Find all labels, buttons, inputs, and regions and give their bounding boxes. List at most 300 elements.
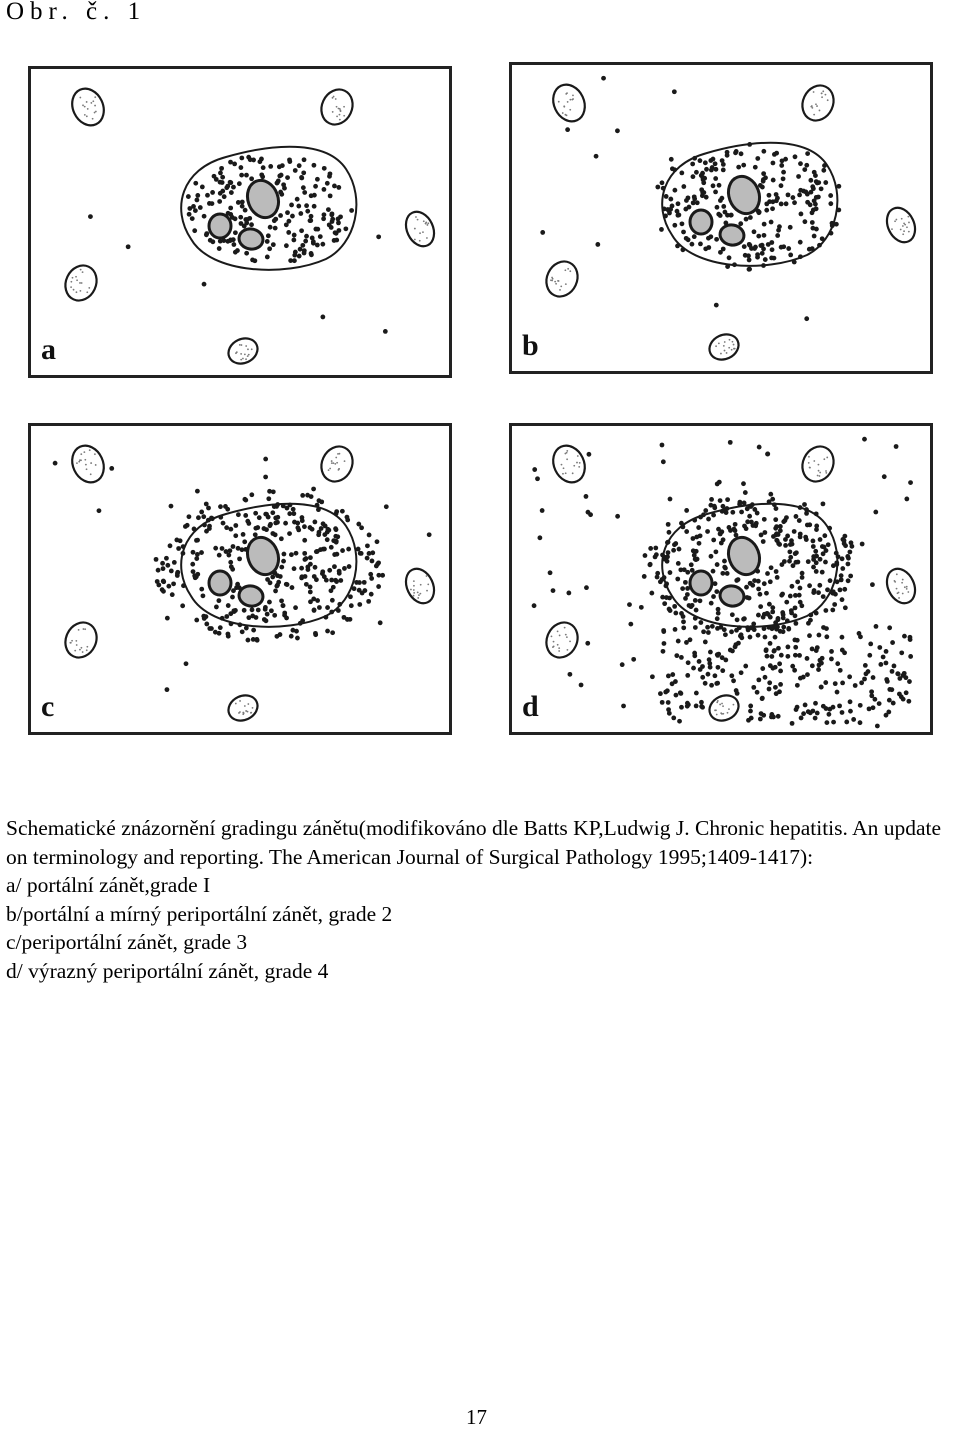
inflammatory-cell [698,667,703,672]
inflammatory-cell [286,230,291,235]
inflammatory-cell [670,681,675,686]
inflammatory-cell [814,227,819,232]
inflammatory-cell [213,546,218,551]
inflammatory-cell [723,221,728,226]
hepatocyte-stipple [813,91,815,93]
inflammatory-cell [839,573,844,578]
inflammatory-cell [679,691,684,696]
hepatocyte-stipple [813,460,815,462]
inflammatory-cell [290,585,295,590]
inflammatory-cell [739,151,744,156]
inflammatory-cell [733,150,738,155]
inflammatory-cell [710,624,715,629]
hepatocyte-stipple [84,628,86,630]
inflammatory-cell [284,243,289,248]
inflammatory-cell [365,543,370,548]
hepatocyte-stipple [557,630,559,632]
inflammatory-cell [310,527,315,532]
inflammatory-cell [267,600,272,605]
inflammatory-cell [808,613,813,618]
inflammatory-cell [699,704,704,709]
inflammatory-cell [312,204,317,209]
inflammatory-cell [357,588,362,593]
inflammatory-cell [743,490,748,495]
inflammatory-cell [728,440,733,445]
hepatocyte-stipple [70,642,72,644]
hepatocyte [541,617,583,662]
inflammatory-cell [299,576,304,581]
inflammatory-cell [811,539,816,544]
inflammatory-cell [335,552,340,557]
inflammatory-cell [692,156,697,161]
inflammatory-cell [747,267,752,272]
inflammatory-cell [231,544,236,549]
inflammatory-cell [707,657,712,662]
inflammatory-cell [867,653,872,658]
inflammatory-cell [768,641,773,646]
inflammatory-cell [299,566,304,571]
inflammatory-cell [349,208,354,213]
hepatocyte-stipple [240,359,242,361]
inflammatory-cell [537,535,542,540]
inflammatory-cell [169,504,174,509]
inflammatory-cell [831,720,836,725]
inflammatory-cell [711,183,716,188]
inflammatory-cell [244,626,249,631]
hepatocyte-stipple [573,465,575,467]
inflammatory-cell [813,701,818,706]
inflammatory-cell [807,583,812,588]
inflammatory-cell [333,578,338,583]
hepatocyte-stipple [808,462,810,464]
hepatocyte-stipple [244,353,246,355]
hepatocyte-stipple [86,291,88,293]
inflammatory-cell [280,163,285,168]
inflammatory-cell [673,627,678,632]
inflammatory-cell [264,618,269,623]
hepatocyte-stipple [564,453,566,455]
inflammatory-cell [220,189,225,194]
inflammatory-cell [210,201,215,206]
inflammatory-cell [250,614,255,619]
hepatocyte-stipple [557,280,559,282]
hepatocyte-stipple [825,472,827,474]
inflammatory-cell [750,583,755,588]
inflammatory-cell [721,504,726,509]
inflammatory-cell [300,618,305,623]
inflammatory-cell [207,524,212,529]
inflammatory-cell [764,648,769,653]
hepatocyte-stipple [333,462,335,464]
inflammatory-cell [689,562,694,567]
inflammatory-cell [313,184,318,189]
inflammatory-cell [272,613,277,618]
inflammatory-cell [313,631,318,636]
inflammatory-cell [329,610,334,615]
inflammatory-cell [210,239,215,244]
inflammatory-cell [711,538,716,543]
inflammatory-cell [829,649,834,654]
inflammatory-cell [697,659,702,664]
inflammatory-cell [281,603,286,608]
inflammatory-cell [815,711,820,716]
panel-c-label: c [41,690,55,723]
inflammatory-cell [696,525,701,530]
hepatocyte-stipple [733,704,735,706]
inflammatory-cell [579,683,584,688]
hepatocyte-stipple [566,458,568,460]
inflammatory-cell [376,560,381,565]
inflammatory-cell [811,590,816,595]
hepatocyte-stipple [86,115,88,117]
inflammatory-cell [779,183,784,188]
caption-item-a: a/ portální zánět,grade I [6,873,211,898]
inflammatory-cell [226,634,231,639]
inflammatory-cell [660,180,665,185]
hepatocyte-stipple [553,641,555,643]
hepatocyte-stipple [825,470,827,472]
inflammatory-cell [804,163,809,168]
inflammatory-cell [217,553,222,558]
hepatocyte-stipple [811,107,813,109]
inflammatory-cell [867,706,872,711]
inflammatory-cell [831,589,836,594]
inflammatory-cell [679,655,684,660]
inflammatory-cell [156,568,161,573]
inflammatory-cell [902,671,907,676]
inflammatory-cell [269,608,274,613]
hepatocyte-stipple [425,223,427,225]
inflammatory-cell [793,645,798,650]
hepatocyte-stipple [558,647,560,649]
hepatocyte-stipple [555,283,557,285]
inflammatory-cell [776,714,781,719]
inflammatory-cell [840,597,845,602]
inflammatory-cell [723,566,728,571]
hepatocyte-stipple [343,106,345,108]
inflammatory-cell [218,171,223,176]
inflammatory-cell [202,214,207,219]
inflammatory-cell [88,214,93,219]
inflammatory-cell [827,526,832,531]
hepatocyte-stipple [70,281,72,283]
inflammatory-cell [811,207,816,212]
inflammatory-cell [653,554,658,559]
inflammatory-cell [184,661,189,666]
inflammatory-cell [298,211,303,216]
panel-a-label: a [41,333,56,366]
hepatocyte-stipple [551,280,553,282]
hepatocyte [316,441,358,486]
inflammatory-cell [169,569,174,574]
panel-d-marked-periportal-inflammation [509,423,933,735]
inflammatory-cell [771,178,776,183]
inflammatory-cell [747,142,752,147]
inflammatory-cell [376,234,381,239]
inflammatory-cell [302,248,307,253]
inflammatory-cell [334,509,339,514]
inflammatory-cell [874,624,879,629]
inflammatory-cell [365,556,370,561]
inflammatory-cell [276,580,281,585]
inflammatory-cell [691,666,696,671]
hepatocyte-stipple [572,94,574,96]
inflammatory-cell [846,578,851,583]
inflammatory-cell [813,202,818,207]
inflammatory-cell [690,162,695,167]
inflammatory-cell [337,228,342,233]
inflammatory-cell [781,616,786,621]
inflammatory-cell [720,668,725,673]
hepatocyte-stipple [825,94,827,96]
inflammatory-cell [204,232,209,237]
inflammatory-cell [862,437,867,442]
inflammatory-cell [721,204,726,209]
inflammatory-cell [761,263,766,268]
inflammatory-cell [231,185,236,190]
hepatocyte-stipple [247,711,249,713]
inflammatory-cell [276,179,281,184]
hepatocyte-stipple [562,473,564,475]
panel-b-mild-periportal-inflammation [509,62,933,374]
inflammatory-cell [242,608,247,613]
hepatocyte-stipple [823,458,825,460]
hepatocyte-stipple [335,98,337,100]
inflammatory-cell [860,542,865,547]
hepatocyte-stipple [902,579,904,581]
inflammatory-cell [340,548,345,553]
inflammatory-cell [899,650,904,655]
inflammatory-cell [303,239,308,244]
caption-item-d: d/ výrazný periportální zánět, grade 4 [6,958,329,983]
inflammatory-cell [532,603,537,608]
hepatocyte-stipple [566,450,568,452]
inflammatory-cell [834,551,839,556]
inflammatory-cell [209,626,214,631]
inflammatory-cell [743,664,748,669]
inflammatory-cell [791,563,796,568]
inflammatory-cell [770,609,775,614]
inflammatory-cell [686,237,691,242]
inflammatory-cell [683,207,688,212]
inflammatory-cell [730,612,735,617]
inflammatory-cell [821,168,826,173]
panel-b-label: b [522,329,539,362]
inflammatory-cell [715,653,720,658]
inflammatory-cell [810,220,815,225]
inflammatory-cell [668,570,673,575]
inflammatory-cell [798,505,803,510]
hepatocyte [882,564,921,608]
inflammatory-cell [109,466,114,471]
inflammatory-cell [678,567,683,572]
inflammatory-cell [273,589,278,594]
inflammatory-cell [859,680,864,685]
hepatocyte-stipple [90,473,92,475]
inflammatory-cell [844,720,849,725]
inflammatory-cell [873,510,878,515]
hepatocyte-stipple [94,96,96,98]
hepatocyte-stipple [427,583,429,585]
inflammatory-cell [253,511,258,516]
inflammatory-cell [329,212,334,217]
inflammatory-cell [299,175,304,180]
inflammatory-cell [340,509,345,514]
inflammatory-cell [724,510,729,515]
inflammatory-cell [823,180,828,185]
panel-a-drawing [31,69,449,375]
inflammatory-cell [594,154,599,159]
inflammatory-cell [694,535,699,540]
inflammatory-cell [165,616,170,621]
inflammatory-cell [249,492,254,497]
hepatocyte-stipple [822,90,824,92]
inflammatory-cell [823,560,828,565]
inflammatory-cell [774,192,779,197]
inflammatory-cell [748,709,753,714]
inflammatory-cell [238,215,243,220]
inflammatory-cell [296,527,301,532]
inflammatory-cell [166,584,171,589]
inflammatory-cell [758,717,763,722]
inflammatory-cell [765,654,770,659]
inflammatory-cell [329,225,334,230]
hepatocyte-stipple [417,597,419,599]
portal-vessel [718,584,745,608]
inflammatory-cell [793,621,798,626]
inflammatory-cell [792,638,797,643]
inflammatory-cell [263,475,268,480]
hepatocyte-stipple [339,109,341,111]
inflammatory-cell [715,616,720,621]
inflammatory-cell [748,504,753,509]
inflammatory-cell [835,690,840,695]
inflammatory-cell [691,548,696,553]
inflammatory-cell [833,681,838,686]
inflammatory-cell [318,234,323,239]
inflammatory-cell [892,664,897,669]
inflammatory-cell [714,303,719,308]
inflammatory-cell [369,592,374,597]
inflammatory-cell [741,163,746,168]
inflammatory-cell [767,680,772,685]
hepatocyte-stipple [76,279,78,281]
inflammatory-cell [810,647,815,652]
inflammatory-cell [767,602,772,607]
inflammatory-cell [701,512,706,517]
inflammatory-cell [754,521,759,526]
hepatocyte-stipple [415,216,417,218]
inflammatory-cell [278,632,283,637]
inflammatory-cell [785,618,790,623]
hepatocyte-stipple [721,703,723,705]
inflammatory-cell [837,703,842,708]
inflammatory-cell [352,586,357,591]
inflammatory-cell [683,580,688,585]
inflammatory-cell [761,539,766,544]
inflammatory-cell [679,171,684,176]
inflammatory-cell [338,214,343,219]
hepatocyte-stipple [90,462,92,464]
hepatocyte-stipple [238,712,240,714]
hepatocyte-stipple [413,585,415,587]
hepatocyte-stipple [73,289,75,291]
inflammatory-cell [847,550,852,555]
inflammatory-cell [665,688,670,693]
inflammatory-cell [805,672,810,677]
inflammatory-cell [711,157,716,162]
inflammatory-cell [733,644,738,649]
inflammatory-cell [887,625,892,630]
inflammatory-cell [804,316,809,321]
inflammatory-cell [672,188,677,193]
inflammatory-cell [790,584,795,589]
inflammatory-cell [716,665,721,670]
inflammatory-cell [330,217,335,222]
hepatocyte-stipple [335,457,337,459]
inflammatory-cell [199,587,204,592]
hepatocyte [797,80,839,125]
inflammatory-cell [804,507,809,512]
inflammatory-cell [789,608,794,613]
panel-d-drawing [512,426,930,732]
inflammatory-cell [798,254,803,259]
hepatocyte-stipple [733,344,735,346]
hepatocyte-stipple [423,220,425,222]
inflammatory-cell [195,489,200,494]
inflammatory-cell [779,653,784,658]
inflammatory-cell [190,216,195,221]
inflammatory-cell [806,621,811,626]
inflammatory-cell [875,724,880,729]
inflammatory-cell [703,640,708,645]
inflammatory-cell [747,596,752,601]
inflammatory-cell [221,521,226,526]
inflammatory-cell [342,566,347,571]
inflammatory-cell [584,585,589,590]
hepatocyte-stipple [724,341,726,343]
inflammatory-cell [766,242,771,247]
inflammatory-cell [770,497,775,502]
inflammatory-cell [731,678,736,683]
hepatocyte-stipple [818,464,820,466]
inflammatory-cell [681,184,686,189]
hepatocyte-stipple [827,99,829,101]
inflammatory-cell [690,568,695,573]
inflammatory-cell [194,618,199,623]
inflammatory-cell [648,562,653,567]
inflammatory-cell [259,172,264,177]
inflammatory-cell [823,608,828,613]
inflammatory-cell [175,571,180,576]
inflammatory-cell [762,233,767,238]
inflammatory-cell [823,680,828,685]
inflammatory-cell [698,241,703,246]
inflammatory-cell [729,673,734,678]
inflammatory-cell [289,203,294,208]
inflammatory-cell [759,711,764,716]
inflammatory-cell [348,617,353,622]
hepatocyte-stipple [565,634,567,636]
inflammatory-cell [713,581,718,586]
hepatocyte-stipple [337,453,339,455]
inflammatory-cell [847,674,852,679]
inflammatory-cell [699,700,704,705]
inflammatory-cell [824,626,829,631]
hepatocyte [882,203,921,247]
inflammatory-cell [265,255,270,260]
hepatocyte-stipple [727,712,729,714]
